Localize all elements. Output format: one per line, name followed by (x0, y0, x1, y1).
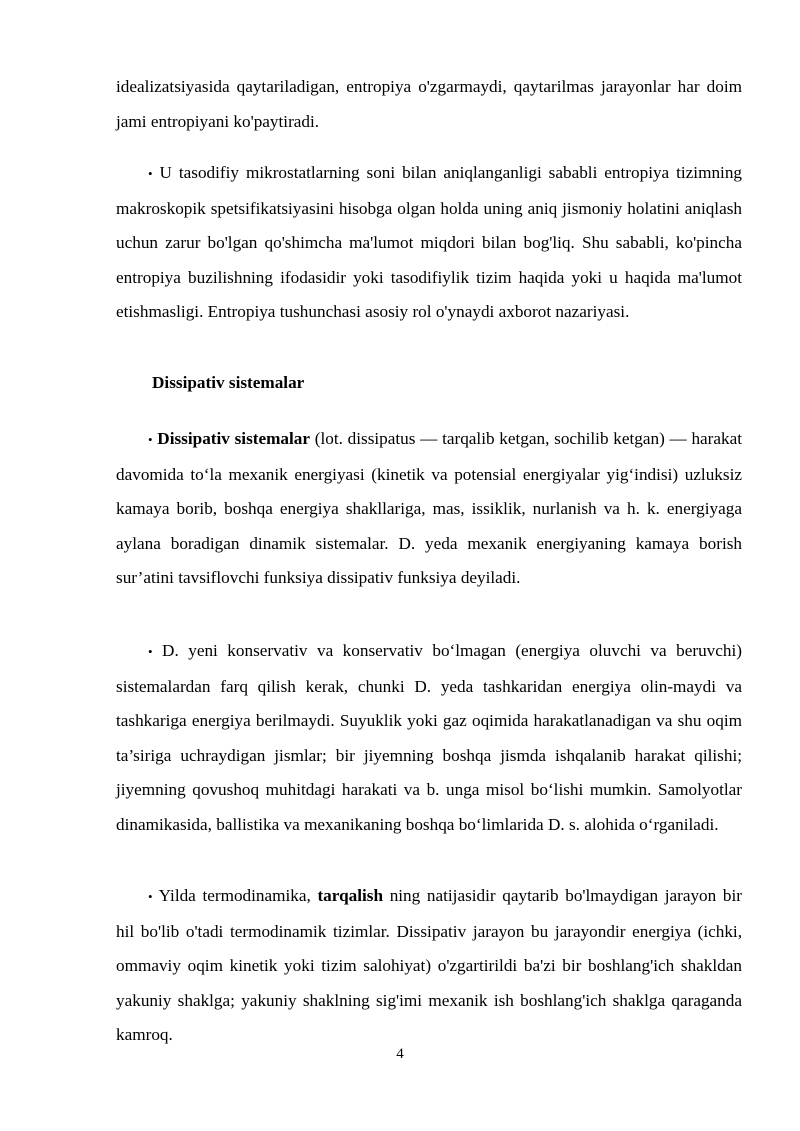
paragraph-text: U tasodifiy mikrostatlarning soni bilan aniqlanganligi sababli entropiya tizimning makroskopik spetsifikatsiyasini hisobga olgan holda uning aniq jismoniy holatini aniqlash uchun zarur bo'lgan qo'shimcha ma'lumot miqdori bilan bog'liq. Shu sababli, ko'pincha entropiya buzilishning ifodasidir yoki tasodifiylik tizim haqida yoki u haqida ma'lumot etishmasligi. Entropiya tushunchasi asosiy rol o'ynaydi axborot nazariyasi. (116, 163, 743, 321)
paragraph-conservative-systems (116, 634, 742, 842)
paragraph-text: D. yeni konservativ va konservativ bo‘lmagan (energiya oluvchi va beruvchi) sistemalardan farq qilish kerak, chunki D. yeda tashkaridan energiya olin-maydi va tashkariga energiya berilmaydi. Suyuklik yoki gaz oqimida harakatlanadigan va shu oqim ta’siriga uchraydigan jismlar; bir jiyemning boshqa jismda ishqalanib harakat qilishi; jiyemning qovushoq muhitdagi harakati va b. unga misol bo‘lishi mumkin. Samolyotlar dinamikasida, ballistika va mexanikaning boshqa bo‘limlarida D. s. alohida o‘rganiladi. (116, 641, 742, 834)
paragraph-text: idealizatsiyasida qaytariladigan, entropiya o'zgarmaydi, qaytarilmas jarayonlar har doim jami entropiyani ko'paytiradi. (116, 77, 742, 131)
bullet-icon: • (148, 889, 153, 904)
section-heading: Dissipativ sistemalar (152, 373, 305, 392)
paragraph-text: Yilda termodinamika, (158, 886, 318, 905)
paragraph-entropy-end (116, 70, 742, 139)
paragraph-entropy-microstates (116, 156, 742, 330)
paragraph-text: ning natijasidir qaytarib bo'lmaydigan jarayon bir hil bo'lib o'tadi termodinamik tizimlar. Dissipativ jarayon bu jarayondir energiya (ichki, ommaviy oqim kinetik yoki tizim salohiyat) o'zgartirildi ba'zi bir boshlang'ich shakldan yakuniy shaklga; yakuniy shaklning sig'imi mexanik ish boshlang'ich shaklga qaraganda kamroq. (116, 886, 742, 1044)
bold-term: tarqalish (317, 886, 384, 905)
bold-term: Dissipativ sistemalar (157, 429, 311, 448)
page-number: 4 (396, 1046, 404, 1062)
bullet-icon: • (148, 166, 153, 181)
paragraph-text: (lot. dissipatus — tarqalib ketgan, sochilib ketgan) — harakat davomida to‘la mexanik energiyasi (kinetik va potensial energiyalar yig‘indisi) uzluksiz kamaya borib, boshqa energiya shakllariga, mas, issiklik, nurlanish va h. k. energiyaga aylana boradigan dinamik sistemalar. D. yeda mexanik energiyaning kamaya borish sur’atini tavsiflovchi funksiya dissipativ funksiya deyiladi. (116, 429, 743, 587)
paragraph-dissipative-definition (116, 422, 742, 596)
bullet-icon: • (148, 432, 153, 447)
paragraph-thermodynamics (116, 879, 742, 1053)
bullet-icon: • (148, 644, 153, 659)
